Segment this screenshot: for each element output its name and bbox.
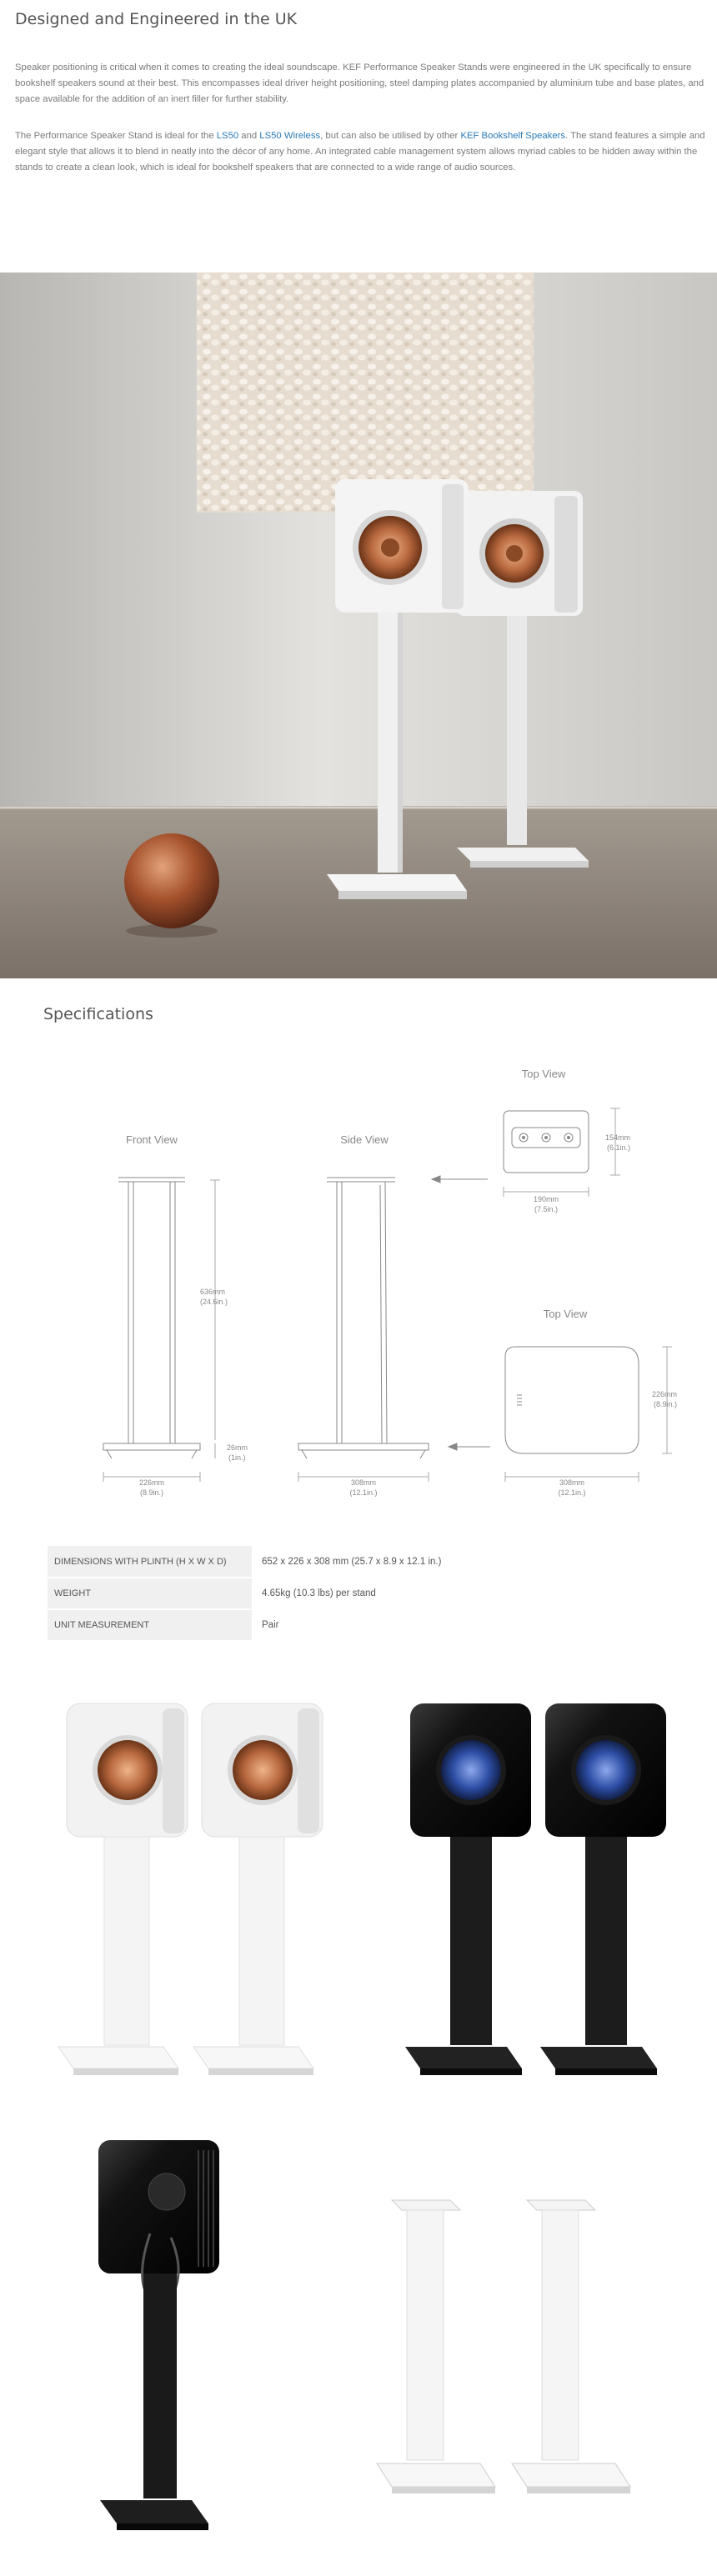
table-row — [48, 1578, 664, 1609]
spec-key: WEIGHT — [48, 1578, 252, 1609]
ls50-wireless-link[interactable]: LS50 Wireless — [259, 131, 321, 141]
intro-paragraph-1: Speaker positioning is critical when it comes to creating the ideal soundscape. KEF Performance Speaker Stands were engineered in the UK specifically to ensure bookshelf speakers sound at their best. This encompasses ideal driver height positioning, steel damping plates accompanied by aluminium tube and base plates, and space available for the addition of an inert filler for further stability. — [15, 63, 704, 104]
side-view-label: Side View — [340, 1133, 389, 1146]
hero-room-image — [0, 273, 717, 978]
product-gallery — [0, 1683, 717, 2567]
spec-value: 4.65kg (10.3 lbs) per stand — [262, 1588, 376, 1598]
side-width-mm: 308mm — [350, 1478, 377, 1487]
intro-heading: Designed and Engineered in the UK — [15, 10, 298, 28]
spec-value: Pair — [262, 1620, 279, 1630]
spec-key: DIMENSIONS WITH PLINTH (H X W X D) — [48, 1546, 252, 1578]
specifications-title: Specifications — [43, 1005, 153, 1023]
height-dim-mm: 636mm — [200, 1288, 226, 1296]
black-speakers-black-stands — [405, 1703, 666, 2075]
front-width-in: (8.9in.) — [139, 1488, 164, 1497]
table-row — [48, 1546, 664, 1578]
specifications-table — [48, 1546, 664, 1642]
spec-key: UNIT MEASUREMENT — [48, 1609, 252, 1641]
height-dim-in: (24.6in.) — [200, 1298, 228, 1306]
plinth-height-in: (8.9in.) — [654, 1400, 678, 1408]
top-height-mm: 154mm — [605, 1133, 631, 1142]
white-speakers-white-stands — [58, 1703, 323, 2075]
spec-value: 652 x 226 x 308 mm (25.7 x 8.9 x 12.1 in.) — [262, 1557, 442, 1567]
black-speaker-rear-view — [98, 2140, 219, 2530]
white-stands-pair — [377, 2200, 630, 2493]
para2-text-b: , but can also be utilised by other — [320, 131, 461, 141]
room-scene-illustration — [0, 273, 717, 978]
intro-paragraph-2 — [15, 128, 707, 176]
para2-text-and: and — [238, 131, 260, 141]
para2-text-c: . The stand features a simple and elegant style that allows it to blend in neatly into the décor of any home. An integrated cable management system allows myriad cables to be hidden away within the stands to create a clean look, which is ideal for bookshelf speakers that are connected to a wide range of audio sources. — [15, 131, 705, 173]
technical-drawing — [0, 1050, 717, 1517]
front-view-label: Front View — [126, 1133, 178, 1146]
top-width-mm: 190mm — [533, 1195, 559, 1203]
front-width-mm: 226mm — [138, 1478, 165, 1487]
table-row — [48, 1609, 664, 1641]
para2-text-a: The Performance Speaker Stand is ideal for the — [15, 131, 217, 141]
ls50-link[interactable]: LS50 — [216, 131, 239, 141]
base-dim-in: (1in.) — [228, 1453, 246, 1462]
top-height-in: (6.1in.) — [607, 1143, 631, 1152]
top-view-label-1: Top View — [521, 1068, 566, 1080]
gallery-illustrations — [0, 1683, 717, 2567]
kef-bookshelf-speakers-link[interactable]: KEF Bookshelf Speakers — [460, 131, 566, 141]
plinth-width-in: (12.1in.) — [558, 1488, 586, 1497]
side-width-in: (12.1in.) — [349, 1488, 378, 1497]
top-width-in: (7.5in.) — [534, 1205, 559, 1213]
top-view-label-2: Top View — [543, 1308, 588, 1320]
base-dim-mm: 26mm — [227, 1443, 248, 1452]
plinth-height-mm: 226mm — [652, 1390, 678, 1398]
plinth-width-mm: 308mm — [559, 1478, 585, 1487]
dimension-diagram — [0, 1050, 717, 1517]
